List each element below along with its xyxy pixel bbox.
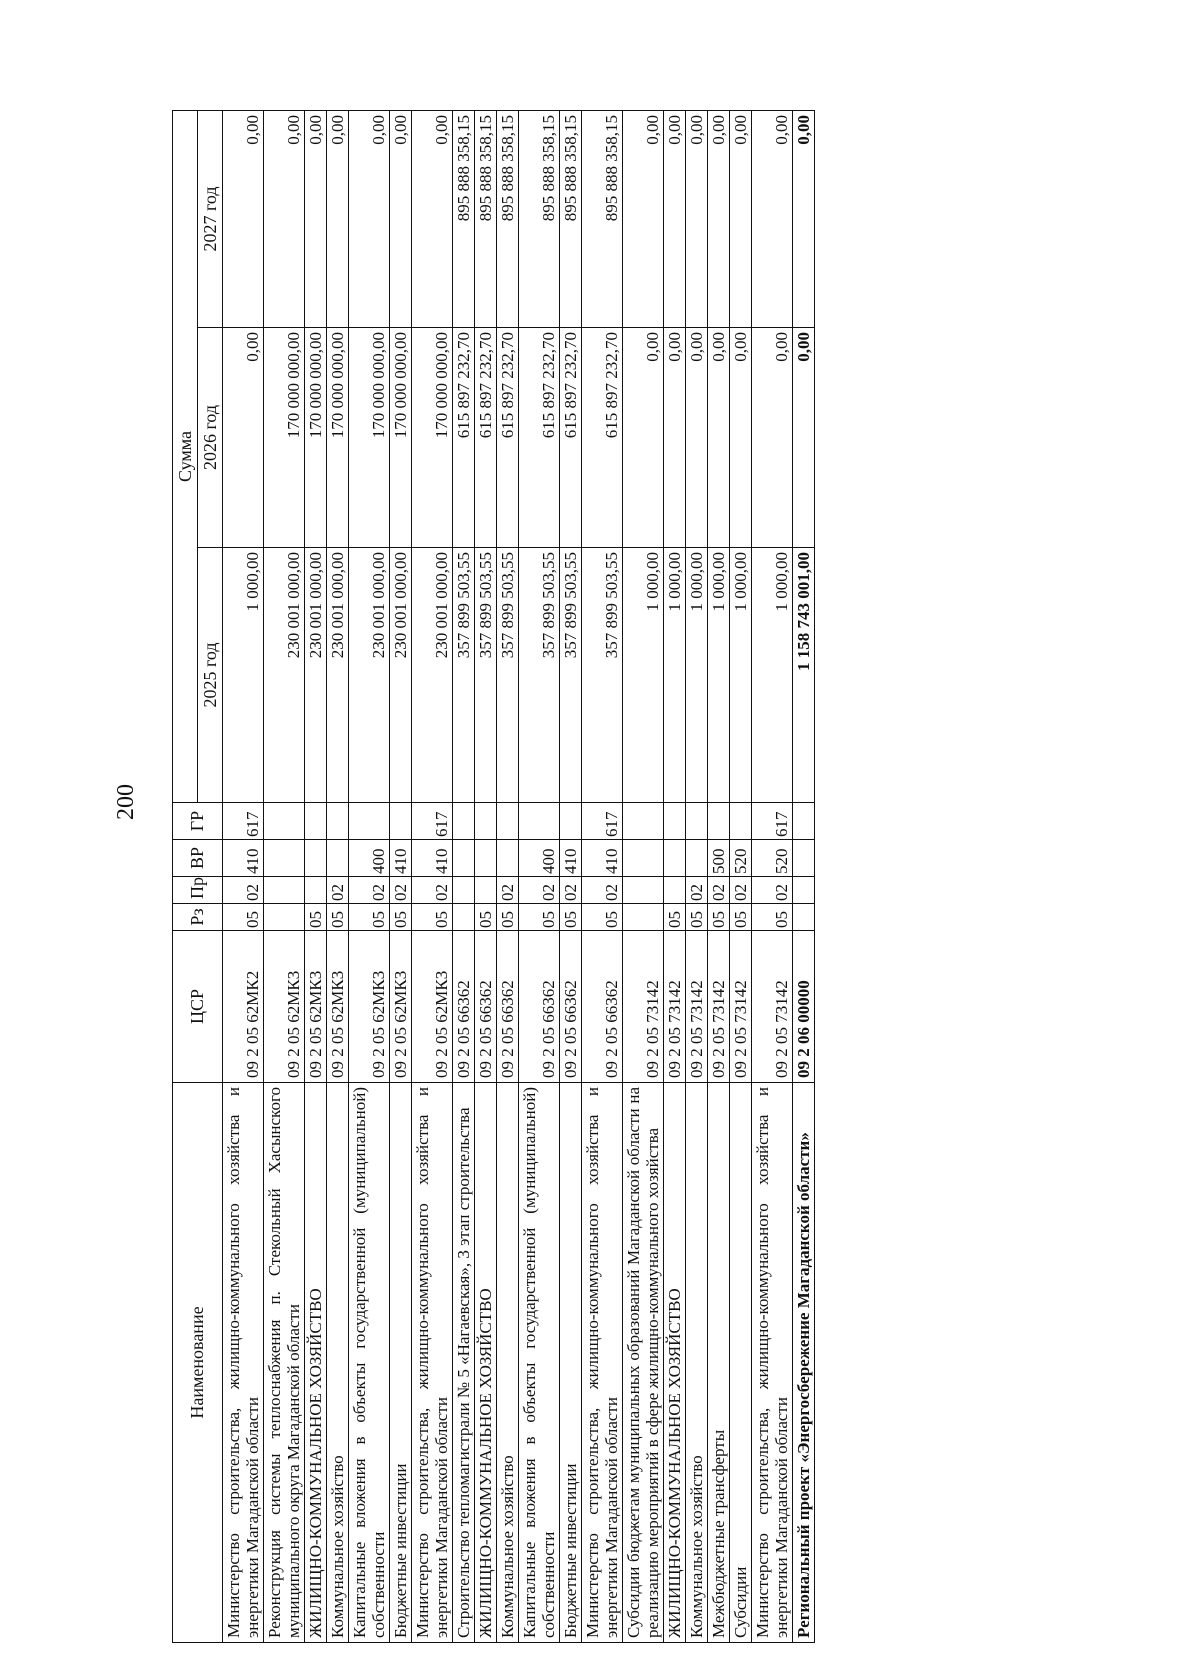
cell-2025: 230 001 000,00 [390,548,412,803]
cell-rz [264,904,305,931]
cell-gr [264,803,305,840]
cell-csr: 09 2 05 62МК3 [390,931,412,1083]
cell-rz: 05 [582,904,623,931]
table-row [686,110,708,1642]
cell-2026: 615 897 232,70 [497,328,519,548]
cell-csr: 09 2 05 73142 [752,931,793,1083]
table-row [582,110,623,1642]
cell-name: Капитальные вложения в объекты государственной (муниципальной) собственности [349,1083,390,1643]
cell-pr: 02 [752,877,793,904]
cell-pr [475,877,497,904]
table-row [390,110,412,1642]
cell-2026: 615 897 232,70 [453,328,475,548]
cell-2027: 0,00 [349,110,390,327]
cell-vr: 410 [582,840,623,877]
cell-2026: 615 897 232,70 [560,328,582,548]
cell-pr: 02 [560,877,582,904]
cell-csr: 09 2 05 66362 [453,931,475,1083]
cell-vr [623,840,664,877]
cell-name: Министерство строительства, жилищно-коммунального хозяйства и энергетики Магаданской области [223,1083,264,1643]
cell-gr [623,803,664,840]
cell-rz: 05 [349,904,390,931]
cell-gr [475,803,497,840]
cell-vr [686,840,708,877]
cell-gr [730,803,752,840]
cell-2025: 230 001 000,00 [264,548,305,803]
header-pr: Пр [173,877,223,904]
cell-name: Коммунальное хозяйство [686,1083,708,1643]
cell-2026: 170 000 000,00 [327,328,349,548]
cell-vr: 410 [390,840,412,877]
table-row [305,110,327,1642]
cell-rz [793,904,815,931]
cell-2027: 0,00 [752,110,793,327]
cell-csr: 09 2 05 62МК3 [412,931,453,1083]
cell-rz [623,904,664,931]
cell-csr: 09 2 05 73142 [708,931,730,1083]
budget-table [172,110,815,1643]
cell-rz: 05 [475,904,497,931]
cell-2026: 0,00 [730,328,752,548]
cell-gr [519,803,560,840]
cell-csr: 09 2 05 73142 [730,931,752,1083]
cell-rz: 05 [686,904,708,931]
cell-2026: 170 000 000,00 [305,328,327,548]
cell-name: Коммунальное хозяйство [497,1083,519,1643]
cell-2026: 0,00 [664,328,686,548]
cell-2025: 1 000,00 [708,548,730,803]
cell-pr: 02 [730,877,752,904]
cell-gr [560,803,582,840]
cell-2027: 0,00 [708,110,730,327]
cell-csr: 09 2 05 66362 [582,931,623,1083]
cell-2025: 1 000,00 [730,548,752,803]
cell-2026: 0,00 [793,328,815,548]
cell-2025: 357 899 503,55 [582,548,623,803]
cell-vr [305,840,327,877]
cell-vr: 410 [412,840,453,877]
cell-csr: 09 2 05 73142 [664,931,686,1083]
cell-gr: 617 [752,803,793,840]
cell-2027: 895 888 358,15 [560,110,582,327]
cell-gr [497,803,519,840]
header-csr: ЦСР [173,931,223,1083]
cell-rz: 05 [390,904,412,931]
cell-pr [623,877,664,904]
cell-2025: 230 001 000,00 [349,548,390,803]
cell-2026: 170 000 000,00 [264,328,305,548]
cell-csr: 09 2 05 66362 [519,931,560,1083]
cell-2027: 0,00 [412,110,453,327]
cell-gr [664,803,686,840]
cell-pr: 02 [582,877,623,904]
table-row [412,110,453,1642]
cell-vr: 400 [349,840,390,877]
page-number: 200 [113,784,139,820]
cell-pr: 02 [686,877,708,904]
cell-csr: 09 2 06 00000 [793,931,815,1083]
cell-2026: 170 000 000,00 [412,328,453,548]
cell-vr [264,840,305,877]
cell-vr [793,840,815,877]
cell-pr [305,877,327,904]
cell-vr [497,840,519,877]
cell-gr: 617 [223,803,264,840]
cell-vr: 410 [223,840,264,877]
cell-csr: 09 2 05 66362 [475,931,497,1083]
table-row [453,110,475,1642]
cell-pr [664,877,686,904]
cell-2027: 895 888 358,15 [519,110,560,327]
cell-csr: 09 2 05 62МК3 [305,931,327,1083]
table-row [708,110,730,1642]
cell-name: Региональный проект «Энергосбережение Магаданской области» [793,1083,815,1643]
cell-rz: 05 [664,904,686,931]
cell-2025: 1 000,00 [623,548,664,803]
header-rz: Рз [173,904,223,931]
cell-vr [475,840,497,877]
table-row [497,110,519,1642]
cell-pr [264,877,305,904]
cell-2026: 0,00 [223,328,264,548]
cell-name: Субсидии [730,1083,752,1643]
cell-2027: 0,00 [623,110,664,327]
cell-gr [305,803,327,840]
cell-csr: 09 2 05 66362 [560,931,582,1083]
cell-2025: 1 000,00 [664,548,686,803]
cell-2025: 1 000,00 [752,548,793,803]
cell-2027: 0,00 [664,110,686,327]
cell-rz: 05 [305,904,327,931]
cell-name: Бюджетные инвестиции [560,1083,582,1643]
header-gr: ГР [173,803,223,840]
cell-rz [453,904,475,931]
cell-pr: 02 [412,877,453,904]
cell-rz: 05 [708,904,730,931]
cell-2026: 615 897 232,70 [582,328,623,548]
cell-vr: 520 [730,840,752,877]
table-row [223,110,264,1642]
cell-vr: 400 [519,840,560,877]
cell-2025: 1 000,00 [223,548,264,803]
cell-gr: 617 [412,803,453,840]
cell-2025: 230 001 000,00 [305,548,327,803]
cell-csr: 09 2 05 62МК3 [349,931,390,1083]
cell-name: Межбюджетные трансферты [708,1083,730,1643]
cell-pr: 02 [519,877,560,904]
cell-name: ЖИЛИЩНО-КОММУНАЛЬНОЕ ХОЗЯЙСТВО [664,1083,686,1643]
cell-rz: 05 [223,904,264,931]
cell-2026: 615 897 232,70 [475,328,497,548]
cell-rz: 05 [752,904,793,931]
cell-name: ЖИЛИЩНО-КОММУНАЛЬНОЕ ХОЗЯЙСТВО [305,1083,327,1643]
cell-name: Субсидии бюджетам муниципальных образований Магаданской области на реализацию мероприятий в сфере жилищно-коммунального хозяйства [623,1083,664,1643]
cell-vr: 520 [752,840,793,877]
cell-name: Строительство тепломагистрали № 5 «Нагаевская», 3 этап строительства [453,1083,475,1643]
cell-2027: 895 888 358,15 [475,110,497,327]
cell-name: Реконструкция системы теплоснабжения п. Стекольный Хасынского муниципального округа Магаданской области [264,1083,305,1643]
table-row [264,110,305,1642]
cell-pr: 02 [223,877,264,904]
header-sum: Сумма [173,110,198,802]
table-row [664,110,686,1642]
cell-name: Коммунальное хозяйство [327,1083,349,1643]
cell-rz: 05 [497,904,519,931]
cell-pr: 02 [390,877,412,904]
cell-2025: 357 899 503,55 [475,548,497,803]
cell-pr [793,877,815,904]
cell-name: Министерство строительства, жилищно-коммунального хозяйства и энергетики Магаданской области [752,1083,793,1643]
cell-rz: 05 [730,904,752,931]
cell-2027: 0,00 [264,110,305,327]
cell-csr: 09 2 05 73142 [686,931,708,1083]
table-row [327,110,349,1642]
cell-name: ЖИЛИЩНО-КОММУНАЛЬНОЕ ХОЗЯЙСТВО [475,1083,497,1643]
cell-gr [686,803,708,840]
cell-vr: 410 [560,840,582,877]
cell-2027: 0,00 [327,110,349,327]
budget-table-sheet [172,111,1072,1643]
header-2025: 2025 год [198,548,223,803]
cell-2027: 0,00 [390,110,412,327]
cell-rz: 05 [412,904,453,931]
table-row [349,110,390,1642]
cell-gr [708,803,730,840]
cell-name: Министерство строительства, жилищно-коммунального хозяйства и энергетики Магаданской области [582,1083,623,1643]
cell-name: Капитальные вложения в объекты государственной (муниципальной) собственности [519,1083,560,1643]
cell-2027: 0,00 [793,110,815,327]
table-row [730,110,752,1642]
table-row [475,110,497,1642]
cell-2025: 230 001 000,00 [327,548,349,803]
cell-2026: 0,00 [708,328,730,548]
cell-vr [453,840,475,877]
cell-2025: 357 899 503,55 [519,548,560,803]
cell-2025: 1 000,00 [686,548,708,803]
cell-name: Министерство строительства, жилищно-коммунального хозяйства и энергетики Магаданской области [412,1083,453,1643]
header-name: Наименование [173,1083,223,1643]
table-row [752,110,793,1642]
cell-2027: 895 888 358,15 [453,110,475,327]
cell-csr: 09 2 05 62МК3 [327,931,349,1083]
cell-gr [349,803,390,840]
header-2026: 2026 год [198,328,223,548]
table-row [623,110,664,1642]
cell-pr: 02 [708,877,730,904]
cell-pr [453,877,475,904]
table-row [519,110,560,1642]
cell-2027: 0,00 [686,110,708,327]
cell-2027: 895 888 358,15 [497,110,519,327]
cell-2026: 0,00 [752,328,793,548]
cell-gr [793,803,815,840]
cell-rz: 05 [327,904,349,931]
cell-2025: 357 899 503,55 [453,548,475,803]
cell-2027: 0,00 [730,110,752,327]
cell-2026: 170 000 000,00 [390,328,412,548]
cell-csr: 09 2 05 62МК2 [223,931,264,1083]
cell-vr [664,840,686,877]
cell-csr: 09 2 05 73142 [623,931,664,1083]
cell-2025: 357 899 503,55 [560,548,582,803]
header-vr: ВР [173,840,223,877]
cell-2026: 615 897 232,70 [519,328,560,548]
table-row [560,110,582,1642]
cell-2026: 0,00 [623,328,664,548]
cell-csr: 09 2 05 66362 [497,931,519,1083]
cell-2027: 0,00 [305,110,327,327]
cell-2027: 0,00 [223,110,264,327]
cell-pr: 02 [497,877,519,904]
cell-2025: 230 001 000,00 [412,548,453,803]
cell-2025: 357 899 503,55 [497,548,519,803]
cell-gr: 617 [582,803,623,840]
cell-gr [390,803,412,840]
cell-2027: 895 888 358,15 [582,110,623,327]
cell-name: Бюджетные инвестиции [390,1083,412,1643]
cell-rz: 05 [560,904,582,931]
cell-pr: 02 [327,877,349,904]
cell-csr: 09 2 05 62МК3 [264,931,305,1083]
cell-rz: 05 [519,904,560,931]
cell-2026: 170 000 000,00 [349,328,390,548]
cell-pr: 02 [349,877,390,904]
cell-gr [327,803,349,840]
header-2027: 2027 год [198,110,223,327]
table-row [793,110,815,1642]
cell-gr [453,803,475,840]
cell-vr: 500 [708,840,730,877]
cell-2025: 1 158 743 001,00 [793,548,815,803]
cell-vr [327,840,349,877]
cell-2026: 0,00 [686,328,708,548]
